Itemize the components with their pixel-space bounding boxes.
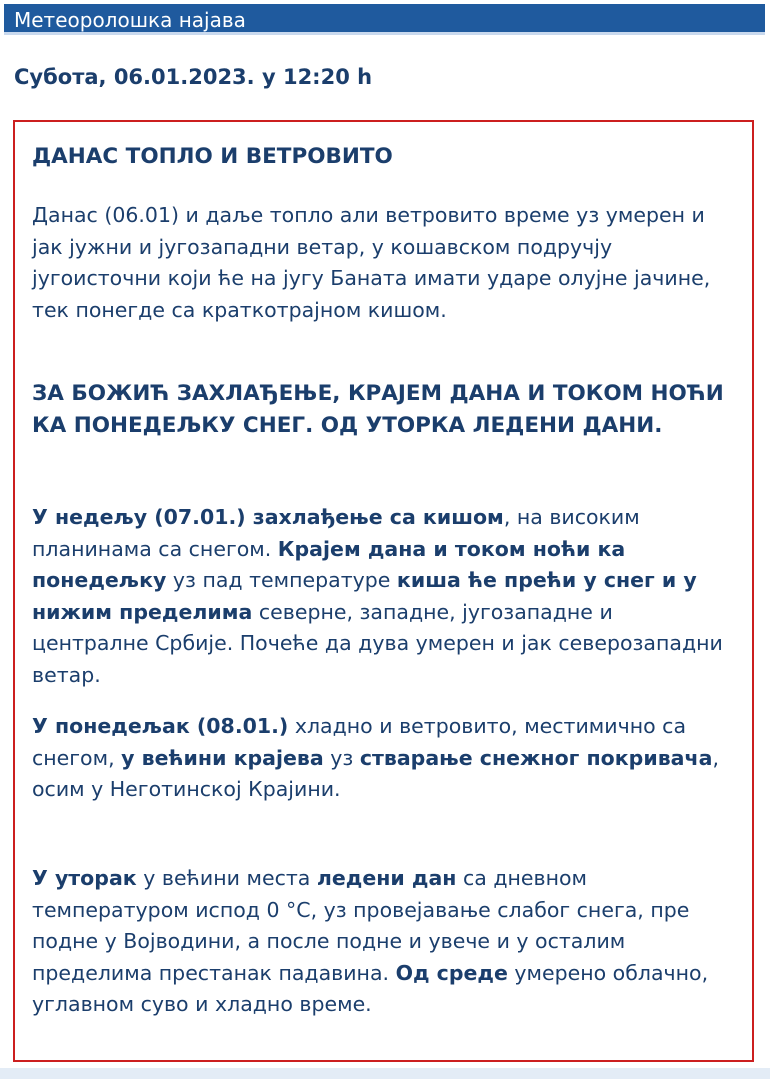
text-phrase: умерено облачно, углавном суво и хладно време.	[32, 960, 709, 1016]
page-title: Метеоролошка најава	[14, 8, 246, 32]
bold-phrase: Од среде	[395, 960, 508, 985]
text-phrase: са дневном температуром испод 0 °C, уз провејавање слабог снега, пре подне у Војводини, а после подне и увече и у осталим пределима престанак падавина.	[32, 866, 690, 985]
bold-phrase: Крајем дана и током ноћи ка понедељку	[32, 536, 626, 592]
bold-phrase: киша ће прећи у снег и у нижим пределима	[32, 568, 697, 624]
text-phrase: северне, западне, југозападне и централне Србије. Почеће да дува умерен и јак северозападни ветар.	[32, 599, 723, 687]
text-phrase: хладно и ветровито, местимично са снегом,	[32, 714, 687, 770]
forecast-paragraph-sunday	[32, 502, 732, 691]
forecast-paragraph-today: Данас (06.01) и даље топло али ветровито време уз умерен и јак јужни и југозападни ветар, у кошавском подручју југоисточни који ће на југу Баната имати ударе олујне јачине, тек понегде са краткотрајном кишом.	[32, 203, 711, 322]
text-phrase: , осим у Неготинској Крајини.	[32, 745, 719, 801]
text-phrase: уз	[323, 745, 360, 770]
bold-phrase: ледени дан	[316, 866, 457, 890]
text-phrase: у већини места	[136, 866, 317, 890]
bold-phrase: У недељу (07.01.) захлађење са кишом	[32, 505, 504, 529]
forecast-paragraph-monday	[32, 711, 732, 806]
bold-phrase: У уторак	[32, 866, 137, 890]
bold-phrase: у већини крајева	[121, 745, 324, 770]
forecast-headline-christmas: ЗА БОЖИЋ ЗАХЛАЂЕЊЕ, КРАЈЕМ ДАНА И ТОКОМ НОЋИ КА ПОНЕДЕЉКУ СНЕГ. ОД УТОРКА ЛЕДЕНИ ДАНИ.	[32, 381, 724, 438]
text-phrase: , на високим планинама са снегом.	[32, 505, 640, 561]
bold-phrase: У понедељак (08.01.)	[32, 714, 289, 738]
forecast-headline: ДАНАС ТОПЛО И ВЕТРОВИТО	[32, 144, 393, 169]
header-bar	[4, 4, 765, 35]
forecast-paragraph-tuesday	[32, 863, 732, 1021]
text-phrase: уз пад температуре	[166, 568, 397, 592]
bottom-strip	[0, 1068, 770, 1079]
bold-phrase: стварање снежног покривача	[359, 745, 713, 770]
forecast-date: Субота, 06.01.2023. у 12:20 h	[14, 65, 373, 89]
